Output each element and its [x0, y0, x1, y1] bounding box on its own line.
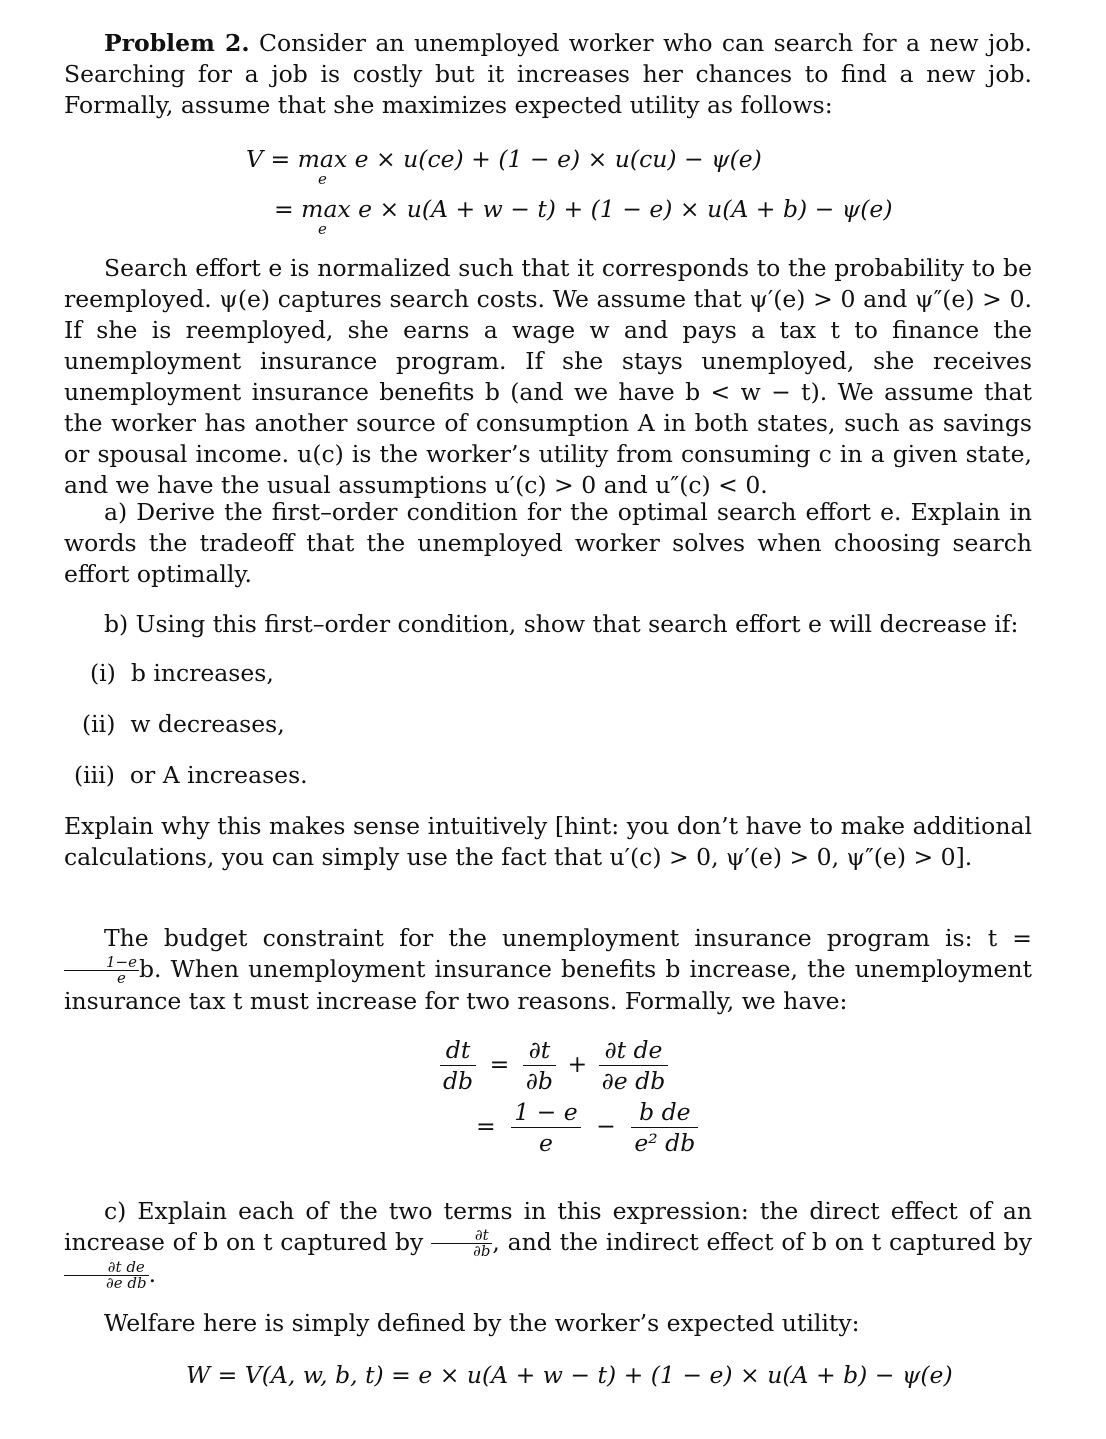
- equation-1-max-subscript-2: e: [318, 220, 327, 238]
- part-c-indirect-fraction: [64, 1260, 149, 1291]
- part-b-item-1-marker: (i): [90, 659, 116, 687]
- equation-1-max-subscript-1: e: [318, 170, 327, 188]
- eq2-result1-num: 1 − e: [514, 1098, 578, 1126]
- part-b-intro: b) Using this first–order condition, show that search effort e will decrease if:: [104, 610, 1019, 638]
- welfare-text: Welfare here is simply defined by the worker’s expected utility:: [104, 1309, 860, 1337]
- part-c-f1-den: ∂b: [431, 1243, 492, 1259]
- equation-1-line-2: = max e × u(A + w − t) + (1 − e) × u(A + b) − ψ(e): [274, 195, 893, 223]
- part-c-f1-num: ∂t: [474, 1226, 489, 1244]
- part-b-item-2: [82, 710, 285, 738]
- part-b-explain: Explain why this makes sense intuitively [hint: you don’t have to make additional calculations, you can simply use the fact that u′(c) > 0, ψ′(e) > 0, ψ″(e) > 0].: [64, 812, 1032, 871]
- part-c-f2-den: ∂e db: [64, 1275, 149, 1291]
- eq2-result2-num: b de: [639, 1098, 691, 1126]
- part-b-item-1-text: b increases,: [130, 659, 274, 687]
- part-b-item-3-text: or A increases.: [129, 761, 308, 789]
- part-c-text-3: .: [148, 1260, 157, 1288]
- eq2-result1-den: e: [511, 1127, 581, 1158]
- eq2-lhs-num: dt: [445, 1036, 471, 1064]
- part-b-item-3-marker: (iii): [74, 761, 115, 789]
- eq2-equals-1: =: [489, 1050, 510, 1078]
- budget-text-after: b. When unemployment insurance benefits b increase, the unemployment insurance tax t must increase for two reasons. Formally, we have:: [64, 955, 1032, 1015]
- eq2-term1-fraction: [523, 1035, 556, 1096]
- welfare-equation: W = V(A, w, b, t) = e × u(A + w − t) + (1 − e) × u(A + b) − ψ(e): [186, 1361, 953, 1389]
- budget-fraction-numerator: 1−e: [106, 953, 137, 971]
- part-b-item-3: [74, 761, 308, 789]
- problem-intro-text: Consider an unemployed worker who can search for a new job. Searching for a job is costly but it increases her chances to find a new job. Formally, assume that she maximizes expected utility as follows:: [64, 29, 1032, 119]
- part-c-f2-num: ∂t de: [107, 1258, 145, 1276]
- budget-fraction-denominator: e: [64, 970, 139, 986]
- eq2-minus: −: [596, 1112, 616, 1140]
- eq2-lhs-fraction: [440, 1035, 476, 1096]
- part-b-item-2-marker: (ii): [82, 710, 116, 738]
- eq2-result2-den: e² db: [631, 1127, 698, 1158]
- part-c-text-1: c) Explain each of the two terms in this expression: the direct effect of an increase of b on t captured by: [64, 1197, 1032, 1256]
- equation-2: [440, 1035, 668, 1096]
- budget-text-before: The budget constraint for the unemployment insurance program is: t =: [104, 924, 1032, 952]
- part-c-text-2: , and the indirect effect of b on t captured by: [492, 1228, 1032, 1256]
- eq2-term1-num: ∂t: [528, 1036, 551, 1064]
- eq2-equals-2: =: [476, 1112, 496, 1140]
- eq2-lhs-den: db: [440, 1065, 476, 1096]
- eq2-result1-fraction: [511, 1097, 581, 1158]
- problem-label: Problem 2.: [104, 29, 250, 57]
- part-b-item-2-text: w decreases,: [130, 710, 285, 738]
- problem-intro: [64, 28, 1032, 121]
- eq2-term2-num: ∂t de: [604, 1036, 663, 1064]
- eq2-result2-fraction: [631, 1097, 698, 1158]
- part-c-direct-fraction: [431, 1228, 492, 1259]
- equation-1-line-1: V = max e × u(ce) + (1 − e) × u(cu) − ψ(e): [246, 145, 762, 173]
- eq2-term1-den: ∂b: [523, 1065, 556, 1096]
- equation-2-line-2: [476, 1097, 698, 1158]
- budget-fraction: [64, 955, 139, 986]
- part-c-question: [64, 1196, 1032, 1291]
- eq2-plus: +: [567, 1050, 588, 1078]
- part-a-question: a) Derive the first–order condition for the optimal search effort e. Explain in words the tradeoff that the unemployed worker solves when choosing search effort optimally.: [64, 498, 1032, 588]
- assumptions-paragraph: Search effort e is normalized such that it corresponds to the probability to be reemployed. ψ(e) captures search costs. We assume that ψ′(e) > 0 and ψ″(e) > 0. If she is reemployed, she earns a wage w and pays a tax t to finance the unemployment insurance program. If she stays unemployed, she receives unemployment insurance benefits b (and we have b < w − t). We assume that the worker has another source of consumption A in both states, such as savings or spousal income. u(c) is the worker’s utility from consuming c in a given state, and we have the usual assumptions u′(c) > 0 and u″(c) < 0.: [64, 254, 1032, 499]
- part-b-item-1: [90, 659, 274, 687]
- budget-paragraph: [64, 923, 1032, 1017]
- eq2-term2-den: ∂e db: [599, 1065, 669, 1096]
- eq2-term2-fraction: [599, 1035, 669, 1096]
